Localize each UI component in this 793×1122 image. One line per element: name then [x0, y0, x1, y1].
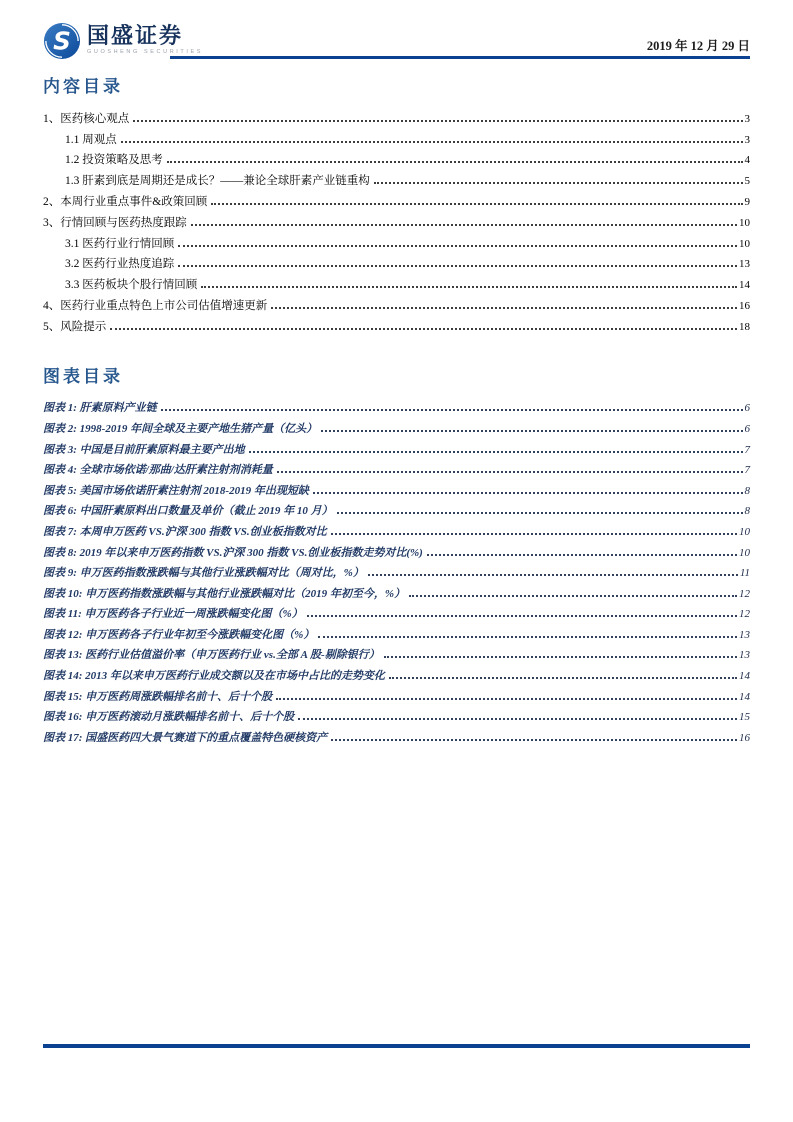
figure-entry[interactable]: [43, 460, 750, 481]
toc-entry[interactable]: [43, 171, 750, 192]
figure-entry-page-number: 10: [739, 525, 750, 538]
toc-entry-page-number: 5: [744, 175, 750, 188]
figure-entry-page-number: 13: [739, 628, 750, 641]
figure-entry[interactable]: [43, 563, 750, 584]
figure-entry-label: 图表 3: 中国是目前肝素原料最主要产出地: [43, 443, 245, 456]
dot-leader: [178, 245, 737, 247]
dot-leader: [201, 286, 737, 288]
figure-entry-page-number: 7: [744, 443, 750, 456]
figure-entry-label: 图表 14: 2013 年以来申万医药行业成交额以及在市场中占比的走势变化: [43, 670, 385, 683]
toc-entry-label: 3.1 医药行业行情回顾: [65, 237, 175, 250]
figure-entry[interactable]: [43, 501, 750, 522]
toc-entry-page-number: 14: [739, 279, 750, 292]
dot-leader: [298, 718, 737, 720]
report-date: 2019 年 12 月 29 日: [646, 39, 750, 53]
toc-entry-page-number: 4: [744, 154, 750, 167]
toc-entry[interactable]: [43, 109, 750, 130]
figure-entry-page-number: 13: [739, 649, 750, 662]
figure-entry-page-number: 11: [739, 567, 750, 580]
toc-entry-page-number: 18: [739, 320, 750, 333]
figure-entry-label: 图表 16: 申万医药滚动月涨跌幅排名前十、后十个股: [43, 711, 295, 724]
dot-leader: [318, 636, 737, 638]
dot-leader: [384, 656, 737, 658]
figure-entry-page-number: 7: [744, 464, 750, 477]
dot-leader: [389, 677, 737, 679]
dot-leader: [133, 120, 742, 122]
figure-entry-page-number: 6: [744, 422, 750, 435]
page-header: [43, 24, 750, 68]
dot-leader: [331, 739, 737, 741]
dot-leader: [276, 698, 737, 700]
figure-entry[interactable]: [43, 398, 750, 419]
logo-monogram: S: [53, 26, 71, 56]
figure-entry-page-number: 12: [739, 608, 750, 621]
figure-entry-label: 图表 9: 申万医药指数涨跌幅与其他行业涨跌幅对比（周对比，%）: [43, 567, 364, 580]
figure-entry-page-number: 10: [739, 546, 750, 559]
dot-leader: [249, 451, 743, 453]
toc-entry-label: 3.3 医药板块个股行情回顾: [65, 279, 198, 292]
dot-leader: [321, 430, 742, 432]
toc-entry-label: 1、医药核心观点: [43, 112, 130, 125]
toc-entry[interactable]: [43, 150, 750, 171]
figure-entry[interactable]: [43, 543, 750, 564]
figure-entry-label: 图表 4: 全球市场依诺/那曲/达肝素注射剂消耗量: [43, 464, 273, 477]
figure-entry-label: 图表 5: 美国市场依诺肝素注射剂 2018-2019 年出现短缺: [43, 484, 309, 497]
figure-entry-label: 图表 6: 中国肝素原料出口数量及单价（截止 2019 年 10 月）: [43, 505, 333, 518]
dot-leader: [277, 471, 743, 473]
figure-entry[interactable]: [43, 728, 750, 749]
dot-leader: [307, 615, 737, 617]
brand-logo: [43, 22, 203, 60]
toc-entry-page-number: 16: [739, 299, 750, 312]
figure-entry-page-number: 14: [739, 670, 750, 683]
figure-entry[interactable]: [43, 522, 750, 543]
toc-entry[interactable]: [43, 213, 750, 234]
dot-leader: [409, 595, 737, 597]
toc-entry-page-number: 3: [744, 112, 750, 125]
dot-leader: [374, 182, 743, 184]
dot-leader: [110, 328, 737, 330]
toc-entry-page-number: 13: [739, 258, 750, 271]
figure-entry-label: 图表 12: 申万医药各子行业年初至今涨跌幅变化图（%）: [43, 628, 315, 641]
figure-entry[interactable]: [43, 666, 750, 687]
toc-entry-label: 4、医药行业重点特色上市公司估值增速更新: [43, 299, 268, 312]
figure-entry-label: 图表 8: 2019 年以来申万医药指数 VS.沪深 300 指数 VS.创业板指数走势对比(%): [43, 546, 423, 559]
dot-leader: [167, 161, 743, 163]
dot-leader: [337, 512, 743, 514]
guosheng-logo-icon: [43, 22, 81, 60]
figure-entry[interactable]: [43, 687, 750, 708]
content-toc-title: 内容目录: [43, 77, 123, 96]
toc-entry[interactable]: [43, 275, 750, 296]
dot-leader: [121, 141, 743, 143]
figure-entry-page-number: 16: [739, 731, 750, 744]
toc-entry[interactable]: [43, 130, 750, 151]
toc-entry-label: 5、风险提示: [43, 320, 107, 333]
figure-entry-page-number: 14: [739, 690, 750, 703]
figure-entry-page-number: 12: [739, 587, 750, 600]
toc-entry-page-number: 10: [739, 216, 750, 229]
toc-entry-label: 2、本周行业重点事件&政策回顾: [43, 195, 208, 208]
figure-entry[interactable]: [43, 645, 750, 666]
figure-entry-page-number: 8: [744, 484, 750, 497]
toc-entry[interactable]: [43, 234, 750, 255]
toc-entry-label: 3、行情回顾与医药热度跟踪: [43, 216, 187, 229]
figure-entry[interactable]: [43, 419, 750, 440]
figure-entry[interactable]: [43, 440, 750, 461]
figure-entry-label: 图表 15: 申万医药周涨跌幅排名前十、后十个股: [43, 690, 273, 703]
figure-entry-label: 图表 17: 国盛医药四大景气赛道下的重点覆盖特色硬核资产: [43, 731, 328, 744]
figure-entry-label: 图表 11: 申万医药各子行业近一周涨跌幅变化图（%）: [43, 608, 303, 621]
figure-entry[interactable]: [43, 625, 750, 646]
dot-leader: [427, 554, 737, 556]
toc-entry[interactable]: [43, 296, 750, 317]
content-toc-list: [43, 109, 750, 338]
dot-leader: [211, 203, 742, 205]
figure-entry-page-number: 15: [739, 711, 750, 724]
figure-entry-label: 图表 7: 本周申万医药 VS.沪深 300 指数 VS.创业板指数对比: [43, 525, 327, 538]
figure-entry[interactable]: [43, 604, 750, 625]
figure-toc-title: 图表目录: [43, 366, 123, 386]
figure-entry[interactable]: [43, 584, 750, 605]
dot-leader: [161, 409, 743, 411]
figure-entry-page-number: 8: [744, 505, 750, 518]
dot-leader: [368, 574, 738, 576]
dot-leader: [191, 224, 737, 226]
header-divider: [170, 56, 750, 59]
toc-entry-page-number: 9: [744, 195, 750, 208]
figure-entry-label: 图表 13: 医药行业估值溢价率（申万医药行业 vs.全部 A 股-剔除银行）: [43, 649, 380, 662]
toc-entry[interactable]: [43, 317, 750, 338]
toc-entry-page-number: 3: [744, 133, 750, 146]
toc-entry-page-number: 10: [739, 237, 750, 250]
dot-leader: [271, 307, 737, 309]
figure-entry[interactable]: [43, 707, 750, 728]
toc-entry-label: 1.3 肝素到底是周期还是成长？——兼论全球肝素产业链重构: [65, 175, 370, 188]
figure-entry[interactable]: [43, 481, 750, 502]
footer-divider: [43, 1044, 750, 1048]
dot-leader: [313, 492, 743, 494]
figure-toc-list: [43, 398, 750, 748]
toc-entry-label: 1.2 投资策略及思考: [65, 154, 163, 167]
toc-entry[interactable]: [43, 254, 750, 275]
logo-cn-text: 国盛证券: [87, 23, 184, 48]
figure-entry-label: 图表 10: 申万医药指数涨跌幅与其他行业涨跌幅对比（2019 年初至今，%）: [43, 587, 406, 600]
toc-entry-label: 3.2 医药行业热度追踪: [65, 258, 175, 271]
logo-en-text: GUOSHENG SECURITIES: [87, 49, 204, 55]
dot-leader: [331, 533, 737, 535]
toc-entry-label: 1.1 周观点: [65, 133, 117, 146]
figure-entry-page-number: 6: [744, 402, 750, 415]
toc-entry[interactable]: [43, 192, 750, 213]
figure-entry-label: 图表 2: 1998-2019 年间全球及主要产地生猪产量（亿头）: [43, 422, 318, 435]
figure-entry-label: 图表 1: 肝素原料产业链: [43, 402, 157, 415]
dot-leader: [178, 265, 737, 267]
